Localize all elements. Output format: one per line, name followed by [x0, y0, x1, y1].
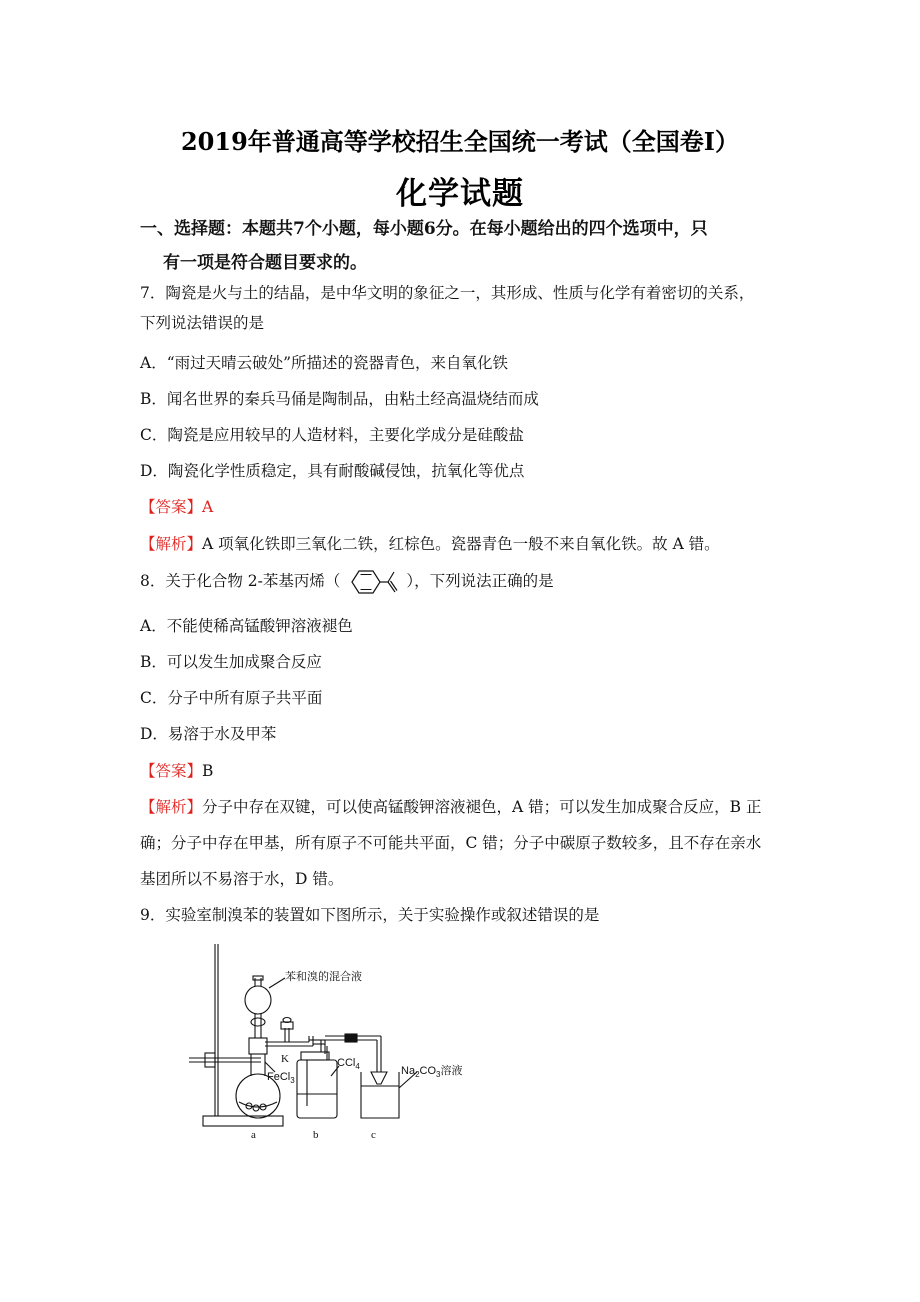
- q8-option-c: C．分子中所有原子共平面: [140, 689, 323, 707]
- q7-option-c: C．陶瓷是应用较早的人造材料，主要化学成分是硅酸盐: [140, 426, 524, 444]
- ccl4-label: CCl$_4$: [337, 1057, 360, 1071]
- q7-option-a: A．“雨过天晴云破处”所描述的瓷器青色，来自氧化铁: [140, 354, 509, 372]
- q8-option-a: A．不能使稀高锰酸钾溶液褪色: [140, 617, 353, 635]
- q7-stem-line2: 下列说法错误的是: [140, 314, 265, 332]
- q8-answer-value: B: [202, 762, 214, 780]
- q7-option-b: B．闻名世界的秦兵马俑是陶制品，由粘土经高温烧结而成: [140, 390, 539, 408]
- stopcock-label: K: [281, 1053, 289, 1065]
- separatory-funnel: [245, 986, 271, 1014]
- bromobenzene-apparatus-diagram: [185, 936, 495, 1148]
- q8-analysis-tag: 【解析】: [140, 798, 203, 816]
- exam-title: 2019年普通高等学校招生全国统一考试（全国卷I）: [180, 127, 740, 156]
- q8-option-b: B．可以发生加成聚合反应: [140, 653, 322, 671]
- exam-subtitle: 化学试题: [396, 176, 524, 212]
- q8-answer-tag: 【答案】: [140, 762, 203, 780]
- q9-stem: 9．实验室制溴苯的装置如下图所示，关于实验操作或叙述错误的是: [140, 906, 600, 924]
- fecl3-label: FeCl$_3$: [267, 1071, 295, 1085]
- q7-option-d: D．陶瓷化学性质稳定，具有耐酸碱侵蚀，抗氧化等优点: [140, 462, 525, 480]
- q8-stem-post: ），下列说法正确的是: [406, 572, 554, 590]
- rubber-tube: [345, 1034, 357, 1042]
- q7-answer-value: A: [202, 498, 214, 516]
- q8-option-d: D．易溶于水及甲苯: [140, 725, 277, 743]
- q7-answer: [140, 496, 213, 518]
- beaker-c: [361, 1072, 399, 1118]
- stand-base: [203, 1116, 283, 1126]
- q8-stem: [140, 568, 554, 596]
- mixture-label: 苯和溴的混合液: [285, 971, 362, 983]
- q7-stem-line1: 7．陶瓷是火与土的结晶，是中华文明的象征之一，其形成、性质与化学有着密切的关系，: [140, 284, 755, 302]
- na2co3-label: $Na_2CO_3$溶液: [401, 1065, 463, 1079]
- apparatus-label-b: b: [313, 1129, 319, 1141]
- q7-analysis: [140, 533, 720, 555]
- q8-analysis-line2: 确；分子中存在甲基，所有原子不可能共平面，C 错；分子中碳原子数较多，且不存在亲水: [140, 834, 762, 852]
- q8-analysis-line1: [140, 796, 761, 818]
- q7-answer-tag: 【答案】: [140, 498, 203, 516]
- bottle-b: [297, 1060, 337, 1118]
- q8-stem-pre: 8．关于化合物 2-苯基丙烯（: [140, 572, 341, 590]
- q8-analysis-line3: 基团所以不易溶于水，D 错。: [140, 870, 344, 888]
- apparatus-label-c: c: [371, 1129, 376, 1141]
- q7-analysis-tag: 【解析】: [140, 535, 203, 553]
- 2-phenylpropene-structure-icon: [342, 568, 404, 596]
- section-heading-line2: 有一项是符合题目要求的。: [163, 253, 367, 273]
- section-heading-line1: 一、选择题：本题共7个小题，每小题6分。在每小题给出的四个选项中，只: [140, 219, 708, 239]
- q8-analysis-text1: 分子中存在双键，可以使高锰酸钾溶液褪色，A 错；可以发生加成聚合反应，B 正: [202, 798, 762, 816]
- apparatus-label-a: a: [251, 1129, 256, 1141]
- q7-analysis-text: A 项氧化铁即三氧化二铁，红棕色。瓷器青色一般不来自氧化铁。故 A 错。: [202, 535, 720, 553]
- q8-answer: [140, 760, 213, 782]
